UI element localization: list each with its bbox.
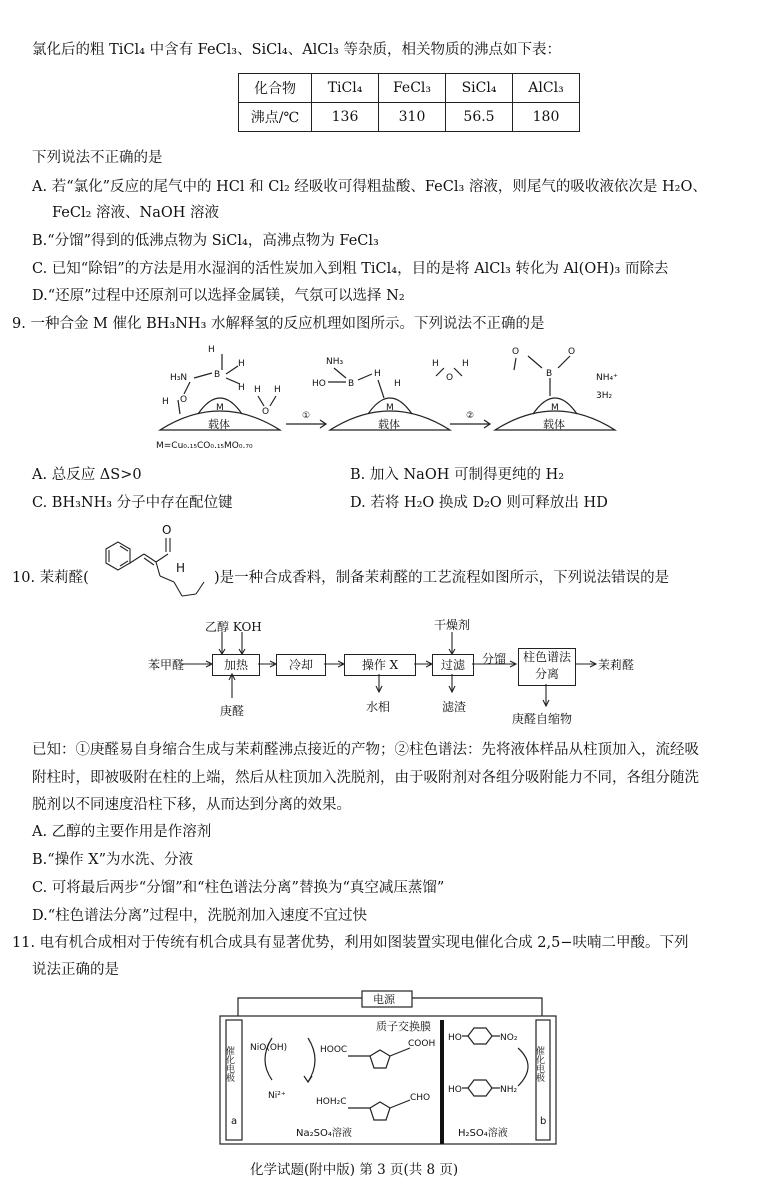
flow-cooling-box: 冷却 bbox=[276, 654, 326, 676]
flow-arrows bbox=[140, 630, 620, 720]
atom-label: O bbox=[162, 523, 172, 537]
hooc-label: HOOC bbox=[320, 1045, 348, 1055]
page-footer: 化学试题(附中版) 第 3 页(共 8 页) bbox=[250, 1162, 459, 1178]
step-label: ① bbox=[302, 411, 311, 421]
atom-label: H bbox=[254, 385, 261, 395]
flow-operation-x-box: 操作 X bbox=[344, 654, 416, 676]
flow-distill-label: 分馏 bbox=[482, 652, 507, 666]
atom-label: H bbox=[162, 397, 169, 407]
q9-option-a: A. 总反应 ΔS>0 bbox=[32, 467, 142, 483]
flow-benzaldehyde: 苯甲醛 bbox=[148, 658, 185, 672]
carrier-label: 载体 bbox=[378, 418, 400, 431]
q8-option-c: C. 已知“除铝”的方法是用水湿润的活性炭加入到粗 TiCl₄，目的是将 AlCl₃ 转化为 Al(OH)₃ 而除去 bbox=[32, 261, 669, 277]
molecule-label: 3H₂ bbox=[596, 391, 613, 401]
flow-column-box: 柱色谱法分离 bbox=[518, 648, 576, 686]
q9-option-c: C. BH₃NH₃ 分子中存在配位键 bbox=[32, 495, 233, 511]
q9-stem: 9. 一种合金 M 催化 BH₃NH₃ 水解释氢的反应机理如图所示。下列说法不正确的是 bbox=[12, 316, 545, 332]
table-cell: 化合物 bbox=[239, 74, 312, 103]
atom-label: HO bbox=[312, 379, 326, 389]
no2-label: NO₂ bbox=[500, 1033, 518, 1043]
q11-electrolysis-diagram bbox=[212, 990, 566, 1150]
atom-label: H bbox=[238, 383, 245, 393]
table-cell: 沸点/℃ bbox=[239, 103, 312, 132]
q10-stem-prefix: 10. 茉莉醛( bbox=[12, 570, 89, 586]
table-cell: 56.5 bbox=[446, 103, 513, 132]
q10-known-line3: 脱剂以不同速度沿柱下移，从而达到分离的效果。 bbox=[32, 797, 351, 813]
atom-label: H bbox=[274, 385, 281, 395]
atom-label: H bbox=[238, 359, 245, 369]
table-cell: FeCl₃ bbox=[379, 74, 446, 103]
q10-option-b: B.“操作 X”为水洗、分液 bbox=[32, 852, 194, 868]
hoh2c-label: HOH₂C bbox=[316, 1097, 347, 1107]
table-row bbox=[239, 103, 580, 132]
atom-label: O bbox=[568, 347, 576, 357]
ho-label: HO bbox=[448, 1033, 462, 1043]
table-cell: TiCl₄ bbox=[312, 74, 379, 103]
boiling-point-table bbox=[238, 73, 580, 132]
membrane-label: 质子交换膜 bbox=[376, 1020, 431, 1033]
atom-label: O bbox=[512, 347, 520, 357]
table-cell: 180 bbox=[513, 103, 580, 132]
q9-mechanism-diagram bbox=[150, 340, 630, 460]
metal-label: M bbox=[216, 403, 224, 413]
electrode-a-tag: a bbox=[231, 1116, 238, 1127]
q10-option-d: D.“柱色谱法分离”过程中，洗脱剂加入速度不宜过快 bbox=[32, 908, 368, 924]
left-solution-label: Na₂SO₄溶液 bbox=[296, 1128, 352, 1139]
flow-product: 茉莉醛 bbox=[598, 658, 635, 672]
alloy-formula: M=Cu₀.₁₅CO₀.₁₅MO₀.₇₀ bbox=[156, 441, 253, 451]
q10-option-a: A. 乙醇的主要作用是作溶剂 bbox=[32, 824, 212, 840]
atom-label: H bbox=[394, 379, 401, 389]
intro-text: 氯化后的粗 TiCl₄ 中含有 FeCl₃、SiCl₄、AlCl₃ 等杂质，相关物质的沸点如下表： bbox=[32, 42, 561, 58]
q10-known-line1: 已知：①庚醛易自身缩合生成与茉莉醛沸点接近的产物；②柱色谱法：先将液体样品从柱顶加入，流经吸 bbox=[32, 742, 699, 758]
metal-label: M bbox=[386, 403, 394, 413]
q10-option-c: C. 可将最后两步“分馏”和“柱色谱法分离”替换为“真空减压蒸馏” bbox=[32, 880, 445, 896]
jasminaldehyde-structure bbox=[98, 522, 210, 602]
table-cell: AlCl₃ bbox=[513, 74, 580, 103]
table-cell: 136 bbox=[312, 103, 379, 132]
atom-label: B bbox=[546, 369, 553, 379]
flow-desiccant: 干燥剂 bbox=[434, 618, 471, 632]
q9-option-d: D. 若将 H₂O 换成 D₂O 则可释放出 HD bbox=[350, 495, 608, 511]
flow-water-phase: 水相 bbox=[366, 700, 391, 714]
nh2-label: NH₂ bbox=[500, 1085, 518, 1095]
table-cell: 310 bbox=[379, 103, 446, 132]
metal-label: M bbox=[551, 403, 559, 413]
step-label: ② bbox=[466, 411, 475, 421]
atom-label: B bbox=[348, 379, 355, 389]
electrode-a-label: 催化电极 bbox=[224, 1046, 234, 1082]
carrier-label: 载体 bbox=[208, 418, 230, 431]
q8-option-b: B.“分馏”得到的低沸点物为 SiCl₄，高沸点物为 FeCl₃ bbox=[32, 233, 379, 249]
flow-heating-box: 加热 bbox=[212, 654, 260, 676]
atom-label: H bbox=[176, 561, 186, 575]
q8-option-a-cont: FeCl₂ 溶液、NaOH 溶液 bbox=[52, 205, 219, 221]
flow-filtration-box: 过滤 bbox=[432, 654, 474, 676]
q10-stem-suffix: )是一种合成香料，制备茉莉醛的工艺流程如图所示，下列说法错误的是 bbox=[214, 570, 670, 586]
right-solution-label: H₂SO₄溶液 bbox=[458, 1128, 508, 1139]
q11-stem-line1: 11. 电有机合成相对于传统有机合成具有显著优势，利用如图装置实现电催化合成 2,5−呋喃二甲酸。下列 bbox=[12, 935, 689, 951]
q9-option-b: B. 加入 NaOH 可制得更纯的 H₂ bbox=[350, 467, 565, 483]
electrode-b-label: 催化电极 bbox=[534, 1046, 544, 1082]
atom-label: H bbox=[374, 369, 381, 379]
flow-condensate: 庚醛自缩物 bbox=[512, 712, 573, 726]
atom-label: O bbox=[180, 395, 188, 405]
atom-label: H₃N bbox=[170, 373, 188, 383]
table-cell: SiCl₄ bbox=[446, 74, 513, 103]
atom-label: O bbox=[262, 407, 270, 417]
power-label: 电源 bbox=[373, 993, 395, 1006]
q8-stem: 下列说法不正确的是 bbox=[32, 150, 163, 166]
carrier-label: 载体 bbox=[543, 418, 565, 431]
ho-label: HO bbox=[448, 1085, 462, 1095]
cho-label: CHO bbox=[410, 1093, 431, 1103]
q11-stem-line2: 说法正确的是 bbox=[32, 962, 119, 978]
electrode-b-tag: b bbox=[540, 1116, 547, 1127]
q8-option-d: D.“还原”过程中还原剂可以选择金属镁，气氛可以选择 N₂ bbox=[32, 288, 405, 304]
atom-label: O bbox=[446, 373, 454, 383]
flow-ethanol-koh: 乙醇 KOH bbox=[205, 620, 262, 634]
atom-label: H bbox=[208, 345, 215, 355]
molecule-label: NH₃ bbox=[326, 357, 344, 367]
flow-heptanal: 庚醛 bbox=[220, 704, 245, 718]
q10-known-line2: 附柱时，即被吸附在柱的上端，然后从柱顶加入洗脱剂，由于吸附剂对各组分吸附能力不同，各组分随洗 bbox=[32, 770, 699, 786]
atom-label: H bbox=[462, 359, 469, 369]
cooh-label: COOH bbox=[408, 1039, 436, 1049]
atom-label: H bbox=[432, 359, 439, 369]
atom-label: B bbox=[214, 370, 221, 380]
q8-option-a: A. 若“氯化”反应的尾气中的 HCl 和 Cl₂ 经吸收可得粗盐酸、FeCl₃ 溶液，则尾气的吸收液依次是 H₂O、 bbox=[32, 179, 707, 195]
nio-label: NiO(OH) bbox=[250, 1043, 288, 1053]
molecule-label: NH₄⁺ bbox=[596, 373, 618, 383]
ni-label: Ni²⁺ bbox=[268, 1091, 286, 1101]
flow-residue: 滤渣 bbox=[442, 700, 467, 714]
table-header-row bbox=[239, 74, 580, 103]
